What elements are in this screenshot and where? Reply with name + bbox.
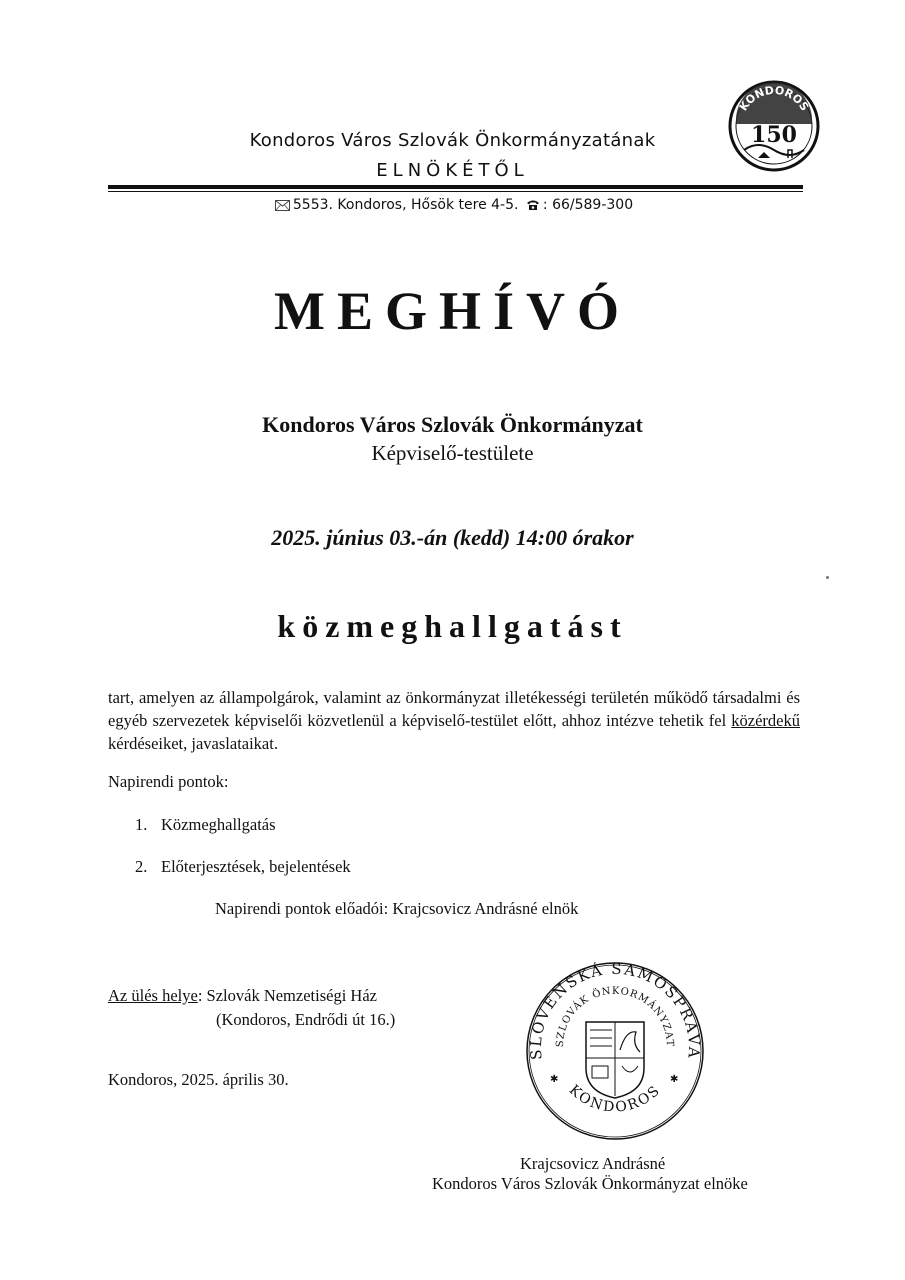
- letterhead-rule-thin: [108, 191, 803, 192]
- organization-body: Képviselő-testülete: [371, 441, 534, 465]
- letterhead-rule-thick: [108, 185, 803, 189]
- logo-top-text: KONDOROS: [736, 83, 812, 114]
- venue-address: (Kondoros, Endrődi út 16.): [216, 1010, 396, 1029]
- stamp-inner-text: SZLOVÁK ÖNKORMÁNYZAT: [554, 985, 676, 1048]
- paragraph-underlined-word: közérdekű: [731, 711, 800, 730]
- paragraph-text-2: kérdéseiket, javaslataikat.: [108, 734, 278, 753]
- agenda-item-text: Előterjesztések, bejelentések: [161, 857, 351, 876]
- organization-name: Kondoros Város Szlovák Önkormányzat: [262, 412, 643, 437]
- telephone-icon: [526, 199, 540, 215]
- phone-number: 66/589-300: [552, 197, 634, 213]
- letterhead-org-name: Kondoros Város Szlovák Önkormányzatának: [249, 130, 656, 151]
- invitation-paragraph: [108, 686, 800, 755]
- kondoros-150-logo: [728, 80, 820, 172]
- signatory-role: Kondoros Város Szlovák Önkormányzat elnöke: [432, 1174, 748, 1193]
- address-text: 5553. Kondoros, Hősök tere 4-5.: [292, 197, 519, 213]
- paragraph-text-1: tart, amelyen az állampolgárok, valamint az önkormányzat illetékességi területén működő társadalmi és egyéb szervezetek képviselői közvetlenül a képviselő-testület előtt, ahhoz intézve tehetik fel: [108, 688, 800, 730]
- document-title: MEGHÍVÓ: [273, 281, 631, 341]
- meeting-datetime: 2025. június 03.-án (kedd) 14:00 órakor: [271, 525, 634, 550]
- agenda-item: [135, 815, 276, 835]
- letterhead-from-label: ELNÖKÉTŐL: [376, 160, 529, 181]
- agenda-item-number: 1.: [135, 815, 148, 834]
- svg-text:✱: ✱: [550, 1074, 559, 1085]
- venue-label: Az ülés helye: [108, 986, 198, 1005]
- official-stamp: [524, 960, 706, 1142]
- agenda-item-text: Közmeghallgatás: [161, 815, 276, 834]
- letterhead-address-line: [0, 197, 905, 215]
- logo-number: 150: [751, 122, 797, 148]
- svg-text:✱: ✱: [670, 1074, 679, 1085]
- phone-label: :: [542, 197, 548, 213]
- venue-name: Szlovák Nemzetiségi Ház: [206, 986, 377, 1005]
- meeting-venue: [108, 984, 395, 1032]
- place-and-date: Kondoros, 2025. április 30.: [108, 1070, 289, 1089]
- agenda-item: [135, 857, 351, 877]
- envelope-icon: [275, 199, 290, 215]
- stamp-bottom-text: KONDOROS: [565, 1082, 665, 1116]
- agenda-presenters: Napirendi pontok előadói: Krajcsovicz Andrásné elnök: [215, 899, 579, 918]
- agenda-item-number: 2.: [135, 857, 148, 876]
- signatory-name: Krajcsovicz Andrásné: [520, 1154, 666, 1173]
- stamp-outer-text: SLOVENSKÁ SAMOSPRÁVA: [526, 960, 704, 1061]
- agenda-heading: Napirendi pontok:: [108, 772, 229, 791]
- scan-speck: [826, 576, 829, 579]
- venue-colon: :: [197, 986, 203, 1005]
- public-hearing-heading: közmeghallgatást: [277, 608, 628, 644]
